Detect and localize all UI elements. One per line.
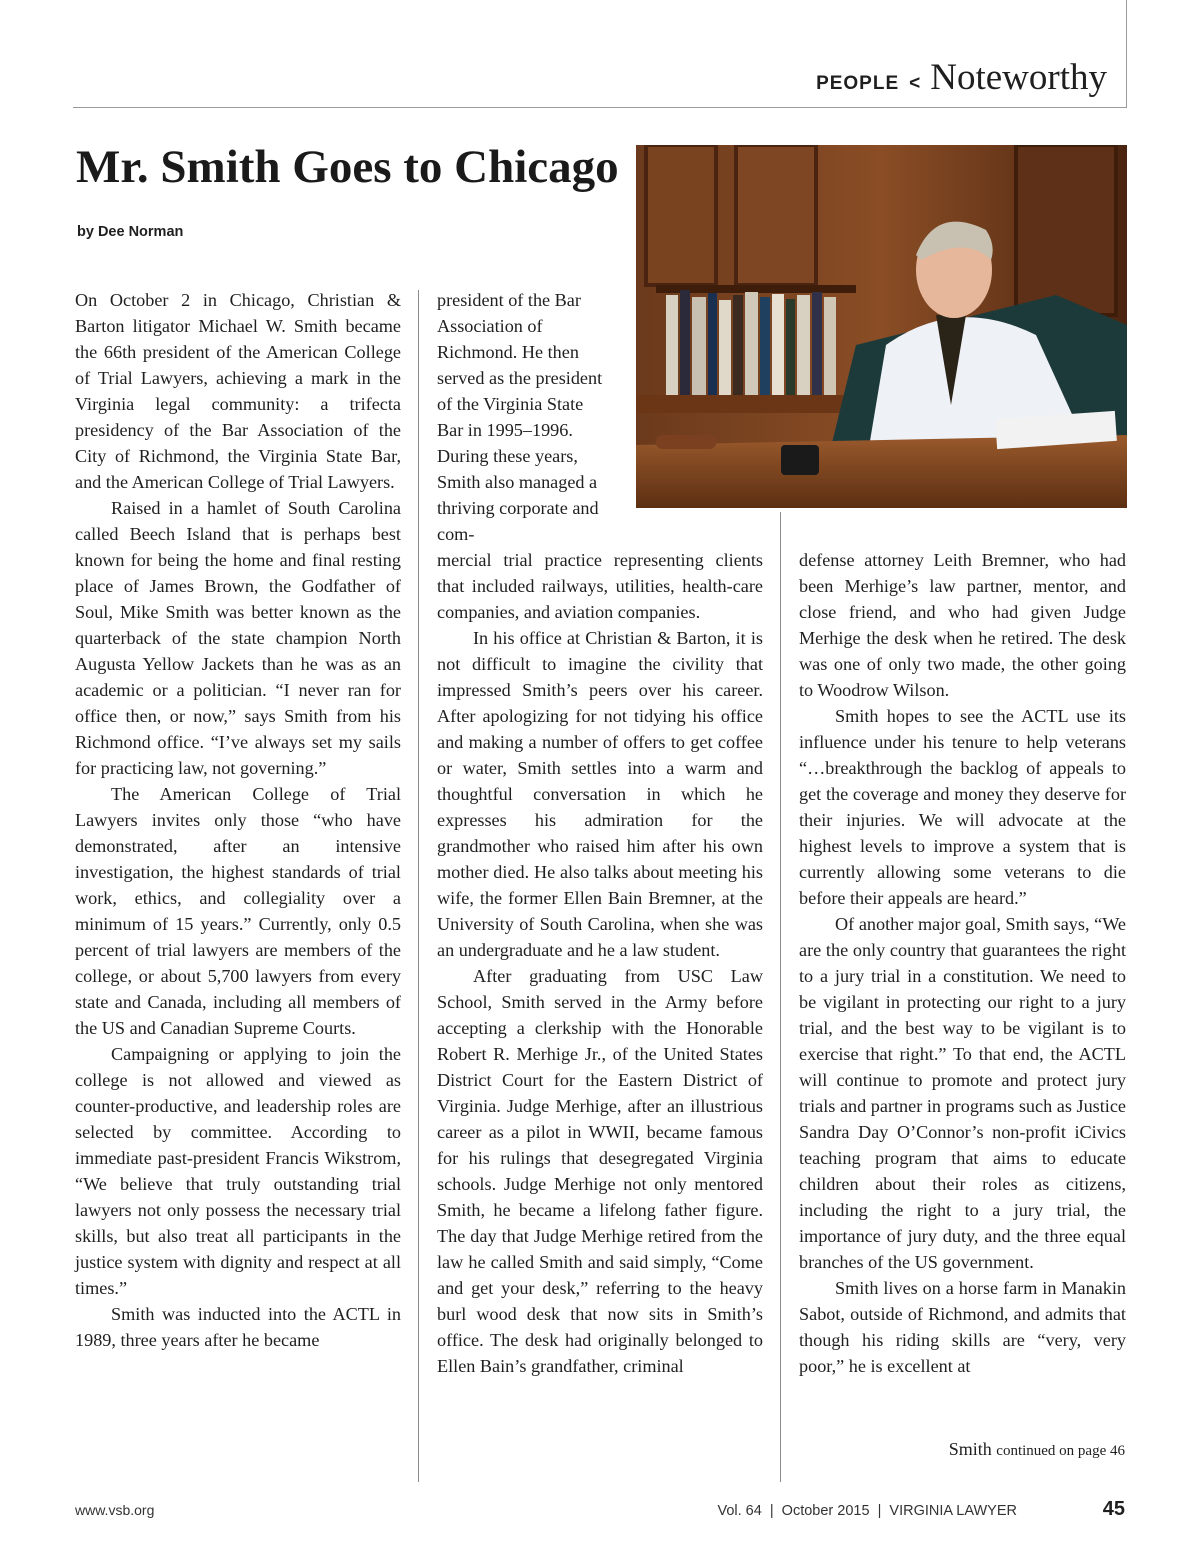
paragraph: Smith was inducted into the ACTL in 1989, three years after he became — [75, 1304, 401, 1350]
article-column-2 — [437, 547, 763, 1379]
section-separator: < — [909, 73, 921, 94]
paragraph: Smith hopes to see the ACTL use its influence under his tenure to help veterans “…breakthrough the backlog of appeals to get the coverage and money they deserve for their injuries. We will advocate at the highest levels to improve a system that is currently allowing some veterans to die before their appeals are heard.” — [799, 706, 1126, 908]
portrait-photo — [636, 145, 1127, 508]
article-byline: by Dee Norman — [77, 224, 184, 240]
article-column-1 — [75, 287, 401, 1353]
article-column-3 — [799, 547, 1126, 1379]
paragraph: mercial trial practice representing clients that included railways, utilities, health-care companies, and aviation companies. — [437, 550, 763, 622]
paragraph: president of the Bar Association of Richmond. He then served as the president of the Virginia State Bar in 1995–1996. During these years, Smith also managed a thriving corporate and com- — [437, 290, 603, 544]
article-title: Mr. Smith Goes to Chicago — [76, 141, 619, 193]
section-kicker: PEOPLE — [816, 73, 900, 94]
paragraph: Smith lives on a horse farm in Manakin Sabot, outside of Richmond, and admits that though his riding skills are “very, very poor,” he is excellent at — [799, 1278, 1126, 1376]
paragraph: Of another major goal, Smith says, “We are the only country that guarantees the right to a jury trial in a constitution. We need to be vigilant in protecting our right to a jury trial, and the best way to be vigilant is to exercise that right.” To that end, the ACTL will continue to promote and protect jury trials and partner in programs such as Justice Sandra Day O’Connor’s non-profit iCivics teaching program that aims to educate children about their roles as citizens, including the right to a jury trial, the importance of jury duty, and the three equal branches of the US government. — [799, 914, 1126, 1272]
paragraph: The American College of Trial Lawyers invites only those “who have demonstrated, after an intensive investigation, the highest standards of trial work, ethics, and collegiality over a minimum of 15 years.” Currently, only 0.5 percent of trial lawyers are members of the college, or about 5,700 lawyers from every state and Canada, including all members of the US and Canadian Supreme Courts. — [75, 784, 401, 1038]
page-number: 45 — [1102, 1498, 1125, 1520]
header-rule — [73, 107, 1127, 108]
footer-url: www.vsb.org — [75, 1502, 155, 1518]
column-rule-left — [418, 290, 419, 1482]
paragraph: On October 2 in Chicago, Christian & Barton litigator Michael W. Smith became the 66th president of the American College of Trial Lawyers, achieving a mark in the Virginia legal community: a trifecta presidency of the Bar Association of the City of Richmond, the Virginia State Bar, and the American College of Trial Lawyers. — [75, 290, 401, 492]
section-name: Noteworthy — [930, 57, 1107, 98]
paragraph: After graduating from USC Law School, Smith served in the Army before accepting a clerkship with the Honorable Robert R. Merhige Jr., of the United States District Court for the Eastern District of Virginia. Judge Merhige, after an illustrious career as a pilot in WWII, became famous for his rulings that desegregated Virginia schools. Judge Merhige not only mentored Smith, he became a lifelong father figure. The day that Judge Merhige retired from the law he called Smith and said simply, “Come and get your desk,” referring to the heavy burl wood desk that now sits in Smith’s office. The desk had originally belonged to Ellen Bain’s grandfather, criminal — [437, 966, 763, 1376]
continued-name: Smith — [948, 1439, 992, 1459]
footer-issue: Vol. 64 | October 2015 | VIRGINIA LAWYER — [717, 1503, 1017, 1519]
paragraph: Campaigning or applying to join the college is not allowed and viewed as counter-productive, and leadership roles are selected by committee. According to immediate past-president Francis Wikstrom, “We believe that truly outstanding trial lawyers not only possess the necessary trial skills, but also treat all participants in the justice system with dignity and respect at all times.” — [75, 1044, 401, 1298]
continued-note: continued on page 46 — [996, 1443, 1125, 1459]
article-column-2-top — [437, 287, 607, 547]
portrait-illustration — [636, 145, 1127, 508]
paragraph: Raised in a hamlet of South Carolina called Beech Island that is perhaps best known for being the home and final resting place of James Brown, the Godfather of Soul, Mike Smith was better known as the quarterback of the state champion North Augusta Yellow Jackets than he was as an academic or a politician. “I never ran for office then, or now,” says Smith from his Richmond office. “I’ve always set my sails for practicing law, not governing.” — [75, 498, 401, 778]
column-rule-right — [780, 512, 781, 1482]
header-vertical-rule — [1126, 0, 1127, 108]
section-header — [816, 56, 1107, 99]
paragraph: In his office at Christian & Barton, it is not difficult to imagine the civility that impressed Smith’s peers over his career. After apologizing for not tidying his office and making a number of offers to get coffee or water, Smith settles into a warm and thoughtful conversation in which he expresses his admiration for the grandmother who raised him after his own mother died. He also talks about meeting his wife, the former Ellen Bain Bremner, at the University of South Carolina, when she was an undergraduate and he a law student. — [437, 628, 763, 960]
continued-line — [949, 1439, 1125, 1460]
paragraph: defense attorney Leith Bremner, who had been Merhige’s law partner, mentor, and close friend, and who had given Judge Merhige the desk when he retired. The desk was one of only two made, the other going to Woodrow Wilson. — [799, 550, 1126, 700]
